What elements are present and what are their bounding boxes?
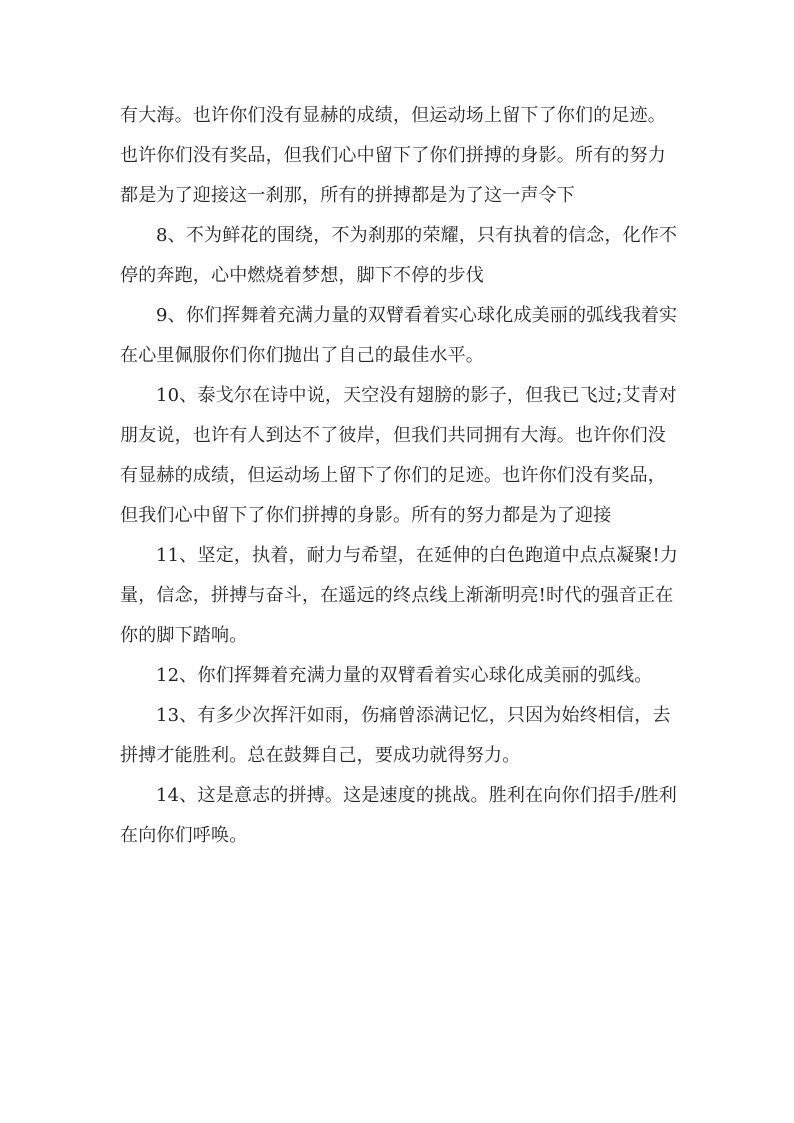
paragraph-item-10: 10、泰戈尔在诗中说，天空没有翅膀的影子，但我已飞过;艾青对朋友说，也许有人到达不了彼岸，但我们共同拥有大海。也许你们没有显赫的成绩，但运动场上留下了你们的足迹。也许你们没有奖品，但我们心中留下了你们拼搏的身影。所有的努力都是为了迎接: [120, 385, 677, 526]
paragraph-item-12: 12、你们挥舞着充满力量的双臂看着实心球化成美丽的弧线。: [156, 665, 653, 686]
paragraph-item-9: 9、你们挥舞着充满力量的双臂看着实心球化成美丽的弧线我着实在心里佩服你们你们抛出了自己的最佳水平。: [120, 305, 678, 366]
document-body: [120, 96, 680, 856]
paragraph-item-13: 13、有多少次挥汗如雨，伤痛曾添满记忆，只因为始终相信，去拼搏才能胜利。总在鼓舞自己，要成功就得努力。: [120, 705, 671, 766]
paragraph-item-14: 14、这是意志的拼搏。这是速度的挑战。胜利在向你们招手/胜利在向你们呼唤。: [120, 785, 677, 846]
paragraph-item-8: 8、不为鲜花的围绕，不为刹那的荣耀，只有执着的信念，化作不停的奔跑，心中燃烧着梦想，脚下不停的步伐: [120, 225, 678, 286]
paragraph-continuation: 有大海。也许你们没有显赫的成绩，但运动场上留下了你们的足迹。也许你们没有奖品，但我们心中留下了你们拼搏的身影。所有的努力都是为了迎接这一刹那，所有的拼搏都是为了这一声令下: [120, 105, 666, 206]
paragraph-item-11: 11、坚定，执着，耐力与希望，在延伸的白色跑道中点点凝聚!力量，信念，拼搏与奋斗，在遥远的终点线上渐渐明亮!时代的强音正在你的脚下踏响。: [120, 545, 679, 646]
